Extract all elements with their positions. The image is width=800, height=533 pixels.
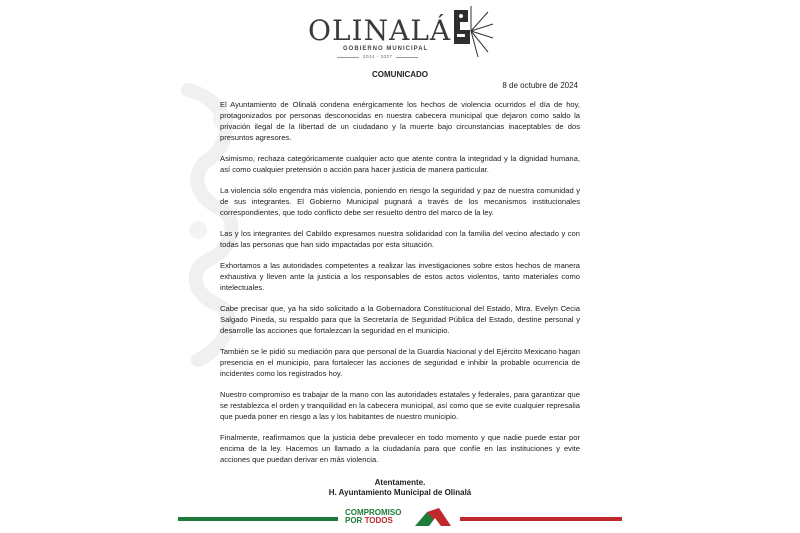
slogan-por: POR — [345, 516, 365, 525]
paragraph: Asimismo, rechaza categóricamente cualquier acto que atente contra la integridad y la dignidad humana, así como cualquier pretensión o acción para hacer justicia de manera particular. — [220, 154, 580, 174]
brand-subtitle: GOBIERNO MUNICIPAL — [343, 46, 429, 52]
brand-name: OLINALÁ — [308, 14, 452, 47]
slogan-todos: TODOS — [364, 516, 393, 525]
paragraph: Las y los integrantes del Cabildo expresamos nuestra solidaridad con la familia del vecino afectado y con todas las personas que han sido impactadas por esta situación. — [220, 229, 580, 249]
signoff — [0, 478, 800, 498]
paragraph: También se le pidió su mediación para que personal de la Guardia Nacional y del Ejército Mexicano hagan presencia en el municipio, para fortalecer las acciones de seguridad e inhibir la probable ocurrencia de incidentes como los registrados hoy. — [220, 347, 580, 378]
paragraph: Finalmente, reafirmamos que la justicia debe prevalecer en todo momento y que nadie puede estar por encima de la ley. Hacemos un llamado a la ciudadanía para que confíe en las instituciones y evite acciones que puedan derivar en más violencia. — [220, 433, 580, 464]
slogan-line-1: COMPROMISO — [345, 508, 402, 517]
closing-text: Atentamente. — [374, 478, 426, 487]
brand-years: 2024 - 2027 — [363, 54, 393, 59]
footer-slogan-logo — [343, 506, 455, 528]
divider — [337, 57, 359, 58]
paragraph: Exhortamos a las autoridades competentes a realizar las investigaciones sobre estos hechos de manera exhaustiva y lleven ante la justicia a los responsables de estos actos violentos, tanto materiales como intelectuales. — [220, 261, 580, 292]
paragraph: Nuestro compromiso es trabajar de la mano con las autoridades estatales y federales, para garantizar que se restablezca el orden y tranquilidad en la cabecera municipal, así como que se evite cualquier represalia que pueda poner en riesgo a las y los habitantes de nuestro municipio. — [220, 390, 580, 421]
paragraph: El Ayuntamiento de Olinalá condena enérgicamente los hechos de violencia ocurridos el día de hoy, protagonizados por personas desconocidas en nuestra cabecera municipal que dejaron como saldo la privación ilegal de la libertad de un ciudadano y la muerte bajo circunstancias inaceptables de dos presuntos agresores. — [220, 100, 580, 142]
document-body — [220, 99, 580, 475]
slogan-mark-icon — [413, 506, 453, 528]
emblem-icon — [448, 4, 494, 58]
slogan-line-2 — [345, 517, 401, 525]
paragraph: Cabe precisar que, ya ha sido solicitado a la Gobernadora Constitucional del Estado, Mtra. Evelyn Cecia Salgado Pineda, su respaldo para que la Secretaría de Seguridad Pública del Estado, destine personal y desarrolle las acciones que fortalezcan la seguridad en el municipio. — [220, 304, 580, 335]
divider — [396, 57, 418, 58]
signature-text: H. Ayuntamiento Municipal de Olinalá — [328, 488, 472, 497]
slogan-text — [345, 509, 401, 525]
paragraph: La violencia sólo engendra más violencia, poniendo en riesgo la seguridad y paz de nuestra comunidad y de sus integrantes. El Gobierno Municipal pugnará a través de los mecanismos institucionales correspondientes, que todo conflicto debe ser resuelto dentro del marco de la ley. — [220, 186, 580, 217]
document-title: COMUNICADO — [372, 70, 428, 79]
footer-green-bar — [178, 517, 338, 521]
document-date: 8 de octubre de 2024 — [502, 81, 578, 90]
header-logo — [300, 2, 500, 64]
footer-red-bar — [460, 517, 622, 521]
